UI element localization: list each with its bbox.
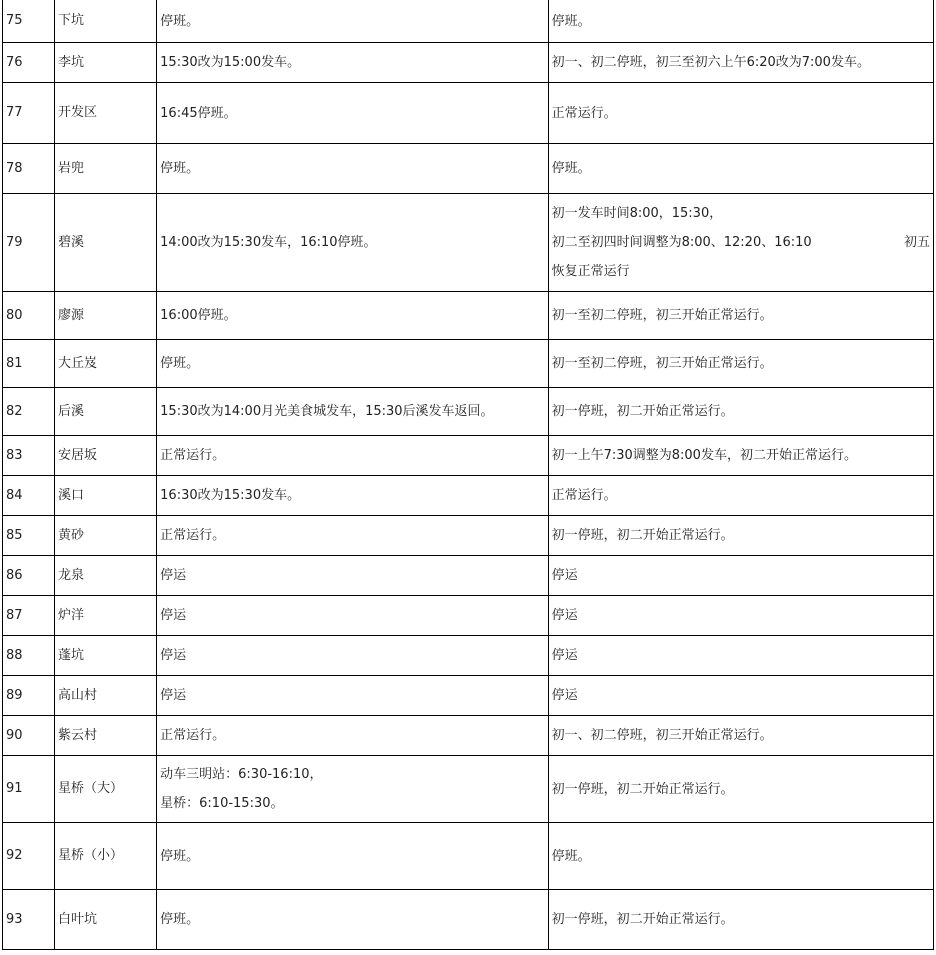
route-name: 星桥（大） [55,756,157,823]
holiday-eve-schedule-line: 停班。 [160,912,200,927]
new-year-schedule [548,676,933,716]
table-row [3,388,934,436]
new-year-schedule [548,292,933,340]
new-year-schedule-line: 初一、初二停班，初三开始正常运行。 [551,728,773,743]
new-year-schedule-line: 停运 [551,688,578,703]
route-number: 85 [3,516,55,556]
holiday-eve-schedule [157,716,548,756]
new-year-schedule [548,636,933,676]
new-year-schedule-line: 停班。 [551,161,591,176]
holiday-eve-schedule [157,596,548,636]
table-row [3,823,934,890]
new-year-schedule-line: 停班。 [551,848,591,864]
new-year-schedule [548,0,933,43]
holiday-eve-schedule [157,676,548,716]
new-year-schedule-line: 初一停班，初二开始正常运行。 [551,781,734,797]
holiday-eve-schedule-line: 停运 [160,688,187,703]
holiday-eve-schedule [157,636,548,676]
schedule-table-body [3,0,934,950]
route-name: 星桥（小） [55,823,157,890]
route-name: 岩兜 [55,144,157,194]
holiday-eve-schedule [157,0,548,43]
holiday-eve-schedule-line: 停运 [160,648,187,663]
route-number: 93 [3,890,55,950]
table-row [3,676,934,716]
route-number: 79 [3,194,55,292]
new-year-schedule-line: 初二至初四时间调整为8:00、12:20、16:10 初五 [552,228,930,257]
holiday-eve-schedule-line: 停班。 [160,356,200,371]
route-number: 82 [3,388,55,436]
new-year-schedule-line: 停班。 [551,13,591,29]
route-name: 高山村 [55,676,157,716]
route-name: 廖源 [55,292,157,340]
new-year-schedule [548,144,933,194]
holiday-eve-schedule-line: 正常运行。 [160,448,226,463]
holiday-eve-schedule-line: 16:45停班。 [160,105,237,121]
new-year-schedule [548,596,933,636]
holiday-eve-schedule-line: 正常运行。 [160,728,226,743]
route-name: 紫云村 [55,716,157,756]
route-number: 81 [3,340,55,388]
new-year-schedule-line: 初一至初二停班，初三开始正常运行。 [551,308,773,323]
holiday-eve-schedule [157,476,548,516]
new-year-schedule-line: 初一停班，初二开始正常运行。 [551,404,734,419]
holiday-eve-schedule-line: 停运 [160,568,187,583]
route-name: 龙泉 [55,556,157,596]
new-year-schedule-line: 初一、初二停班，初三至初六上午6:20改为7:00发车。 [551,55,870,70]
holiday-eve-schedule-line: 停运 [160,608,187,623]
holiday-eve-schedule [157,890,548,950]
route-name: 大丘岌 [55,340,157,388]
holiday-eve-schedule [157,516,548,556]
new-year-schedule-line: 正常运行。 [551,105,617,121]
table-row [3,516,934,556]
table-row [3,144,934,194]
route-number: 84 [3,476,55,516]
new-year-schedule [548,436,933,476]
new-year-schedule [548,556,933,596]
table-row [3,194,934,292]
holiday-eve-schedule [157,823,548,890]
holiday-eve-schedule [157,144,548,194]
new-year-schedule-line: 停运 [551,568,578,583]
holiday-eve-schedule-line: 16:30改为15:30发车。 [160,488,301,503]
route-number: 91 [3,756,55,823]
new-year-schedule [548,756,933,823]
new-year-schedule-line: 停运 [551,608,578,623]
holiday-eve-schedule [157,436,548,476]
holiday-eve-schedule [157,388,548,436]
route-number: 77 [3,83,55,144]
holiday-eve-schedule [157,340,548,388]
route-name: 开发区 [55,83,157,144]
schedule-table [2,0,934,950]
table-row [3,556,934,596]
holiday-eve-schedule-line: 星桥：6:10-15:30。 [160,796,284,811]
holiday-eve-schedule-line: 动车三明站：6:30-16:10， [160,767,323,782]
route-number: 88 [3,636,55,676]
new-year-schedule [548,340,933,388]
holiday-eve-schedule-line: 14:00改为15:30发车，16:10停班。 [160,235,377,250]
new-year-schedule [548,388,933,436]
route-number: 92 [3,823,55,890]
table-row [3,756,934,823]
table-row [3,0,934,43]
new-year-schedule [548,194,933,292]
table-row [3,476,934,516]
holiday-eve-schedule-line: 停班。 [160,848,200,864]
route-name: 黄砂 [55,516,157,556]
new-year-schedule [548,83,933,144]
route-number: 89 [3,676,55,716]
holiday-eve-schedule-line: 停班。 [160,13,200,29]
route-name: 白叶坑 [55,890,157,950]
table-row [3,292,934,340]
route-name: 蓬坑 [55,636,157,676]
route-number: 87 [3,596,55,636]
holiday-eve-schedule [157,83,548,144]
new-year-schedule-line: 初一停班，初二开始正常运行。 [551,912,734,927]
table-row [3,890,934,950]
route-name: 炉洋 [55,596,157,636]
new-year-schedule-line: 正常运行。 [551,488,617,503]
new-year-schedule-line: 停运 [551,648,578,663]
route-number: 83 [3,436,55,476]
table-row [3,340,934,388]
table-row [3,716,934,756]
new-year-schedule-line: 初一停班，初二开始正常运行。 [551,528,734,543]
route-number: 75 [3,0,55,43]
holiday-eve-schedule [157,756,548,823]
route-name: 下坑 [55,0,157,43]
route-number: 90 [3,716,55,756]
route-name: 溪口 [55,476,157,516]
holiday-eve-schedule-line: 15:30改为15:00发车。 [160,55,301,70]
new-year-schedule [548,716,933,756]
route-name: 安居坂 [55,436,157,476]
route-number: 80 [3,292,55,340]
holiday-eve-schedule-line: 正常运行。 [160,528,226,543]
new-year-schedule [548,43,933,83]
table-row [3,436,934,476]
new-year-schedule-line: 初一上午7:30调整为8:00发车，初二开始正常运行。 [551,448,857,463]
new-year-schedule [548,476,933,516]
table-row [3,596,934,636]
holiday-eve-schedule [157,43,548,83]
table-row [3,43,934,83]
new-year-schedule [548,890,933,950]
table-row [3,636,934,676]
new-year-schedule-line: 初一发车时间8:00，15:30， [551,206,723,221]
route-number: 78 [3,144,55,194]
schedule-note-continuation: 初五 [903,235,930,250]
route-number: 76 [3,43,55,83]
holiday-eve-schedule [157,556,548,596]
new-year-schedule [548,516,933,556]
holiday-eve-schedule-line: 15:30改为14:00月光美食城发车，15:30后溪发车返回。 [160,404,494,419]
route-name: 后溪 [55,388,157,436]
route-name: 李坑 [55,43,157,83]
route-number: 86 [3,556,55,596]
table-row [3,83,934,144]
holiday-eve-schedule-line: 停班。 [160,161,200,176]
new-year-schedule [548,823,933,890]
new-year-schedule-line: 初一至初二停班，初三开始正常运行。 [551,356,773,371]
holiday-eve-schedule [157,292,548,340]
holiday-eve-schedule [157,194,548,292]
route-name: 碧溪 [55,194,157,292]
holiday-eve-schedule-line: 16:00停班。 [160,308,237,323]
new-year-schedule-line: 恢复正常运行 [551,264,630,279]
